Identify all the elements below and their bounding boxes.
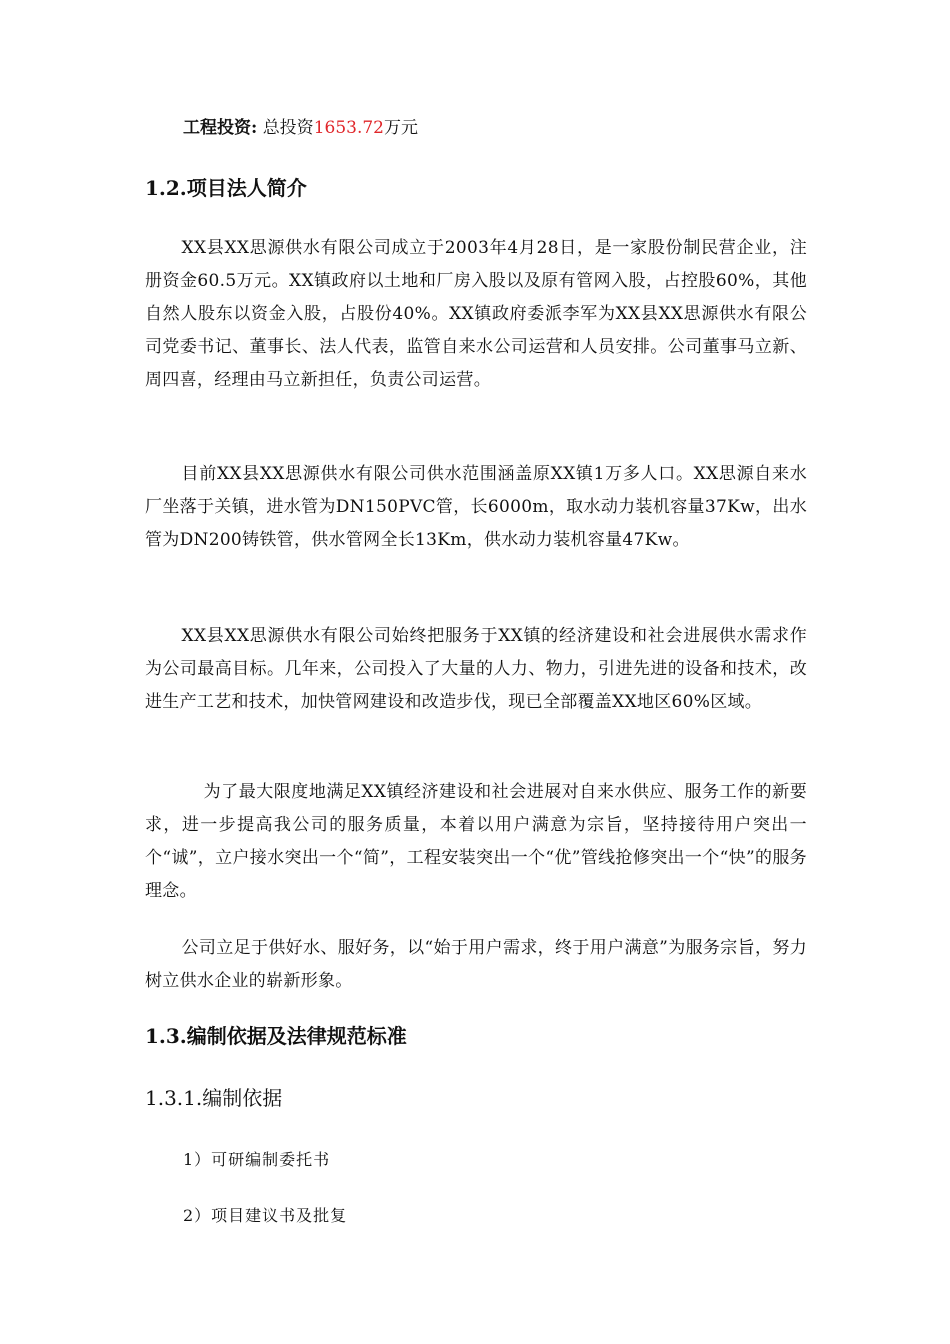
- investment-amount: 1653.72: [313, 118, 384, 138]
- paragraph-supply-scope: 目前XX县XX思源供水有限公司供水范围涵盖原XX镇1万多人口。XX思源自来水厂坐落于关镇，进水管为DN150PVC管，长6000m，取水动力装机容量37Kw，出水管为DN200铸铁管，供水管网全长13Km，供水动力装机容量47Kw。: [145, 464, 807, 550]
- paragraph-service-philosophy: 为了最大限度地满足XX镇经济建设和社会进展对自来水供应、服务工作的新要求，进一步提高我公司的服务质量，本着以用户满意为宗旨，坚持接待用户突出一个“诚”，立户接水突出一个“简”，工程安装突出一个“优”管线抢修突出一个“快”的服务理念。: [145, 782, 807, 901]
- paragraph-service-tenet: 公司立足于供好水、服好务，以“始于用户需求，终于用户满意”为服务宗旨，努力树立供水企业的崭新形象。: [145, 938, 807, 991]
- paragraph-company-intro: XX县XX思源供水有限公司成立于2003年4月28日，是一家股份制民营企业，注册资金60.5万元。XX镇政府以土地和厂房入股以及原有管网入股，占控股60%，其他自然人股东以资金入股，占股份40%。XX镇政府委派李军为XX县XX思源供水有限公司党委书记、董事长、法人代表，监管自来水公司运营和人员安排。公司董事马立新、周四喜，经理由马立新担任，负责公司运营。: [145, 238, 807, 390]
- list-item: 2）项目建议书及批复: [183, 1206, 348, 1225]
- investment-prefix: 总投资: [262, 118, 314, 138]
- investment-suffix: 万元: [384, 118, 418, 138]
- subsection-heading-1-3-1: 1.3.1.编制依据: [145, 1086, 283, 1110]
- list-item: 1）可研编制委托书: [183, 1150, 331, 1169]
- investment-label: 工程投资:: [183, 118, 258, 138]
- investment-line: [183, 116, 418, 140]
- section-heading-1-2: 1.2.项目法人简介: [145, 176, 307, 200]
- paragraph-service-goal: XX县XX思源供水有限公司始终把服务于XX镇的经济建设和社会进展供水需求作为公司最高目标。几年来，公司投入了大量的人力、物力，引进先进的设备和技术，改进生产工艺和技术，加快管网建设和改造步伐，现已全部覆盖XX地区60%区域。: [145, 626, 807, 712]
- section-heading-1-3: 1.3.编制依据及法律规范标准: [145, 1024, 407, 1048]
